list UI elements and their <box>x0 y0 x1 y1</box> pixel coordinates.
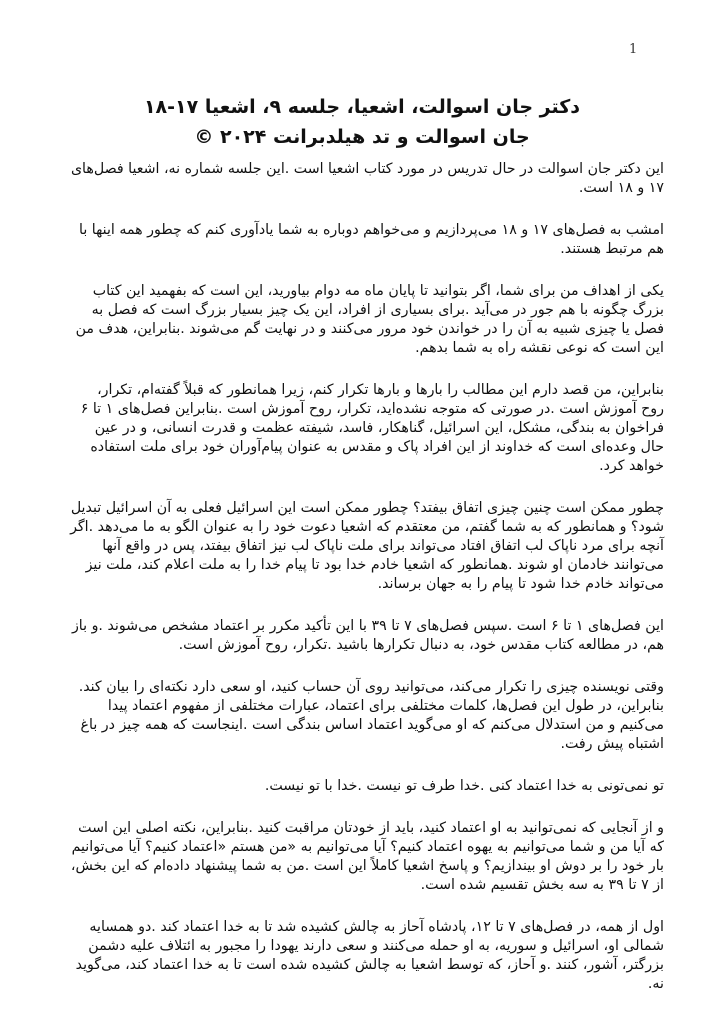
paragraph: یکی از اهداف من برای شما، اگر بتوانید تا پایان ماه مه دوام بیاورید، این است که بفهمید این کتاب بزرگ چگونه با هم جور در می‌آید .برای بسیاری از افراد، این یک چیز بسیار بزرگ است که فصل به فصل یا چیزی شبیه به آن را در خواندن خود مرور می‌کنند و در نهایت گم می‌شوند .بنابراین، هدف من این است که نوعی نقشه راه به شما بدهم. <box>75 283 664 356</box>
paragraph: بنابراین، من قصد دارم این مطالب را بارها و بارها تکرار کنم، زیرا همانطور که قبلاً گفته‌ام، تکرار، روح آموزش است .در صورتی که متوجه نشده‌اید، تکرار، روح آموزش است .بنابراین فصل‌های ۱ تا ۶ فراخوان به بندگی، مشکل، این اسرائیل، گناهکار، فاسد، شیفته عظمت و قدرت انسانی، و در عین حال وعده‌ای است که خداوند از این افراد پاک و مقدس به عنوان پیام‌آوران خود برای ملت استفاده خواهد کرد. <box>80 382 664 474</box>
page-number: 1 <box>629 42 638 57</box>
paragraph: امشب به فصل‌های ۱۷ و ۱۸ می‌پردازیم و می‌خواهم دوباره به شما یادآوری کنم که چطور همه اینها با هم مرتبط هستند. <box>79 222 664 257</box>
paragraph: و از آنجایی که نمی‌توانید به او اعتماد کنید، باید از خودتان مراقبت کنید .بنابراین، نکته اصلی این است که آیا من و شما می‌توانیم به یهوه اعتماد کنیم؟ آیا می‌توانیم به «من هستم «اعتماد کنیم؟ آیا می‌توانیم بار خود را بر دوش او بیندازیم؟ و پاسخ اشعیا کاملاً این است .من به شما پیشنهاد داده‌ام که این بخش، از ۷ تا ۳۹ به سه بخش تقسیم شده است. <box>70 820 664 893</box>
document-title <box>70 92 654 152</box>
paragraph: وقتی نویسنده چیزی را تکرار می‌کند، می‌توانید روی آن حساب کنید، او سعی دارد نکته‌ای را بیان کند. بنابراین، در طول این فصل‌ها، کلمات مختلفی برای اعتماد، عبارات مختلفی از مفهوم اعتماد پیدا می‌کنیم و من استدلال می‌کنم که او می‌گوید اعتماد اساس بندگی است .اینجاست که همه چیز در باغ اشتباه پیش رفت. <box>78 679 664 752</box>
paragraph: این دکتر جان اسوالت در حال تدریس در مورد کتاب اشعیا است .این جلسه شماره نه، اشعیا فصل‌های ۱۷ و ۱۸ است. <box>70 161 664 196</box>
paragraph: این فصل‌های ۱ تا ۶ است .سپس فصل‌های ۷ تا ۳۹ با این تأکید مکرر بر اعتماد مشخص می‌شوند .و باز هم، در مطالعه کتاب مقدس خود، به دنبال تکرارها باشید .تکرار، روح آموزش است. <box>71 618 664 653</box>
paragraph: اول از همه، در فصل‌های ۷ تا ۱۲، پادشاه آحاز به چالش کشیده شد تا به خدا اعتماد کند .دو همسایه شمالی او، اسرائیل و سوریه، به او حمله می‌کنند و سعی دارند یهودا را مجبور به ائتلاف علیه دشمن بزرگتر، آشور، کنند .و آحاز، که توسط اشعیا به چالش کشیده شده است تا به خدا اعتماد کند، می‌گوید نه. <box>75 919 664 992</box>
document-body <box>70 160 664 1017</box>
paragraph: چطور ممکن است چنین چیزی اتفاق بیفتد؟ چطور ممکن است این اسرائیل فعلی به آن اسرائیل تبدیل شود؟ و همانطور که به شما گفتم، من معتقدم که اشعیا دعوت خود را به عنوان الگو به ما می‌دهد .اگر آنچه برای مرد ناپاک لب اتفاق افتاد می‌تواند برای ملت ناپاک لب نیز اتفاق بیفتد، پس در واقع آنها می‌توانند خادمان او شوند .همانطور که اشعیا خادم خدا بود تا پیام خدا را به ملت اعلام کند، ملت نیز می‌تواند خادم خدا شود تا پیام را به جهان برساند. <box>70 500 664 592</box>
title-line-2: جان اسوالت و تد هیلدبرانت ۲۰۲۴ © <box>194 126 530 148</box>
title-line-1: دکتر جان اسوالت، اشعیا، جلسه ۹، اشعیا ۱۷-۱۸ <box>143 96 581 118</box>
paragraph: تو نمی‌تونی به خدا اعتماد کنی .خدا طرف تو نیست .خدا با تو نیست. <box>264 778 664 794</box>
